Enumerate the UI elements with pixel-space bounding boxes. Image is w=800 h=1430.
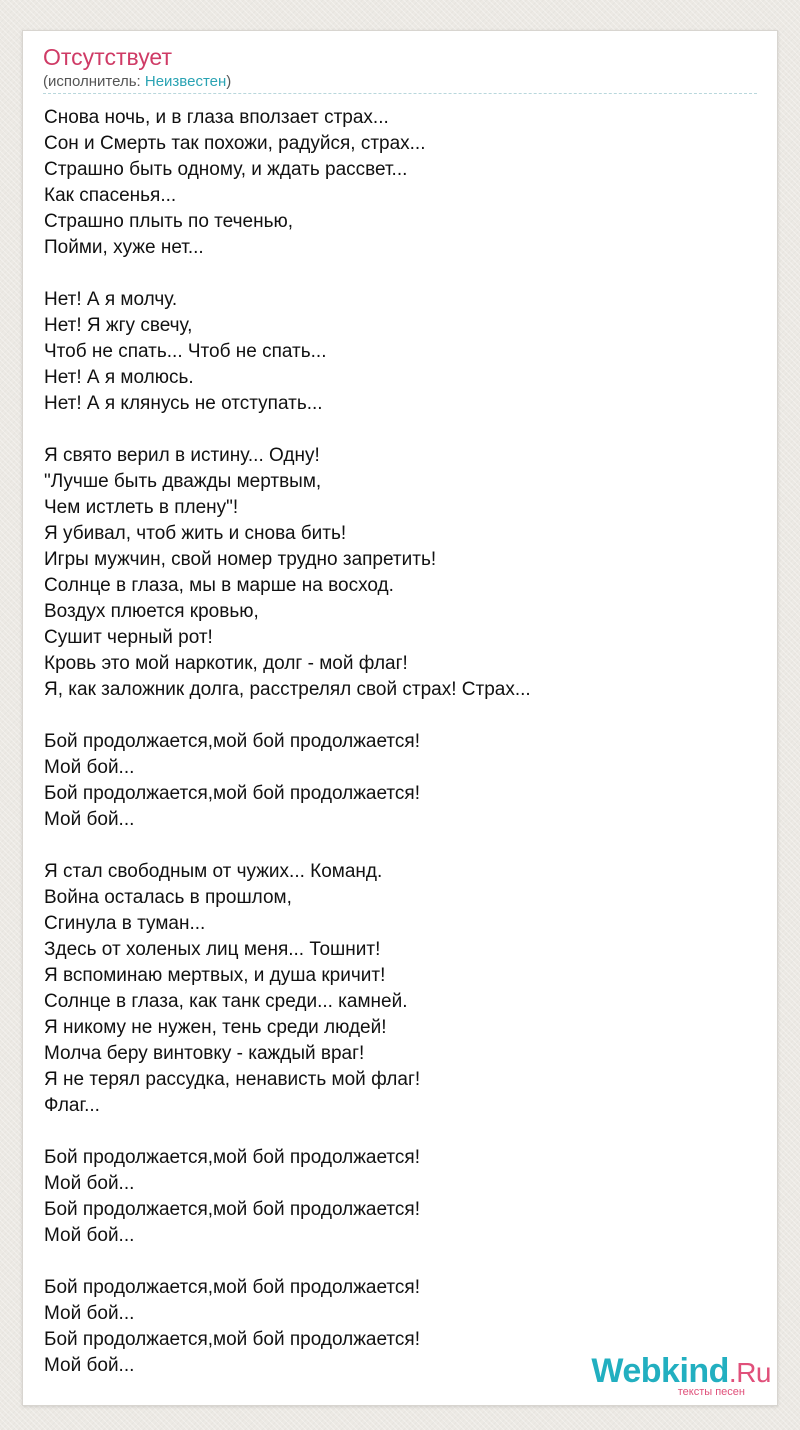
site-watermark — [591, 1353, 771, 1397]
lyrics-stanza — [44, 105, 764, 261]
lyric-line: Я, как заложник долга, расстрелял свой страх! Страх... — [44, 679, 531, 700]
lyric-line: Снова ночь, и в глаза вползает страх... — [44, 107, 389, 128]
lyric-line: Сон и Смерть так похожи, радуйся, страх... — [44, 133, 426, 154]
lyric-line: Солнце в глаза, мы в марше на восход. — [44, 575, 394, 596]
header-divider — [43, 93, 757, 94]
lyric-line: Мой бой... — [44, 1225, 135, 1246]
lyric-line: Мой бой... — [44, 1173, 135, 1194]
lyric-line: Мой бой... — [44, 1355, 135, 1376]
watermark-tagline: тексты песен — [677, 1386, 745, 1398]
lyric-line: Нет! Я жгу свечу, — [44, 315, 193, 336]
lyric-line: Кровь это мой наркотик, долг - мой флаг! — [44, 653, 408, 674]
lyric-line: Солнце в глаза, как танк среди... камней. — [44, 991, 408, 1012]
lyric-line: Бой продолжается,мой бой продолжается! — [44, 1277, 420, 1298]
lyric-line: Сушит черный рот! — [44, 627, 213, 648]
song-title: Отсутствует — [43, 44, 172, 70]
lyrics-card — [22, 30, 778, 1406]
lyric-line: Игры мужчин, свой номер трудно запретить! — [44, 549, 437, 570]
lyric-line: Сгинула в туман... — [44, 913, 206, 934]
lyric-line: Страшно быть одному, и ждать рассвет... — [44, 159, 408, 180]
lyric-line: Мой бой... — [44, 809, 135, 830]
lyric-line: Нет! А я клянусь не отступать... — [44, 393, 323, 414]
lyric-line: Я не терял рассудка, ненависть мой флаг! — [44, 1069, 421, 1090]
lyric-line: Как спасенья... — [44, 185, 177, 206]
lyric-line: Нет! А я молчу. — [44, 289, 178, 310]
lyric-line: Чем истлеть в плену"! — [44, 497, 239, 518]
watermark-brand: Webkind — [591, 1352, 729, 1390]
lyrics-stanza — [44, 729, 764, 833]
lyric-line: Я вспоминаю мертвых, и душа кричит! — [44, 965, 386, 986]
lyric-line: Страшно плыть по теченью, — [44, 211, 293, 232]
lyric-line: Я свято верил в истину... Одну! — [44, 445, 320, 466]
artist-suffix: ) — [226, 73, 232, 90]
lyric-line: Бой продолжается,мой бой продолжается! — [44, 783, 420, 804]
lyric-line: Молча беру винтовку - каждый враг! — [44, 1043, 365, 1064]
artist-link[interactable]: Неизвестен — [144, 73, 227, 90]
lyric-line: Бой продолжается,мой бой продолжается! — [44, 731, 420, 752]
lyric-line: Мой бой... — [44, 757, 135, 778]
lyrics-stanza — [44, 1145, 764, 1249]
lyric-line: Война осталась в прошлом, — [44, 887, 292, 908]
artist-line — [43, 73, 231, 91]
lyric-line: Чтоб не спать... Чтоб не спать... — [44, 341, 327, 362]
lyrics-stanza — [44, 443, 764, 703]
artist-prefix: (исполнитель: — [43, 73, 145, 90]
lyric-line: Я стал свободным от чужих... Команд. — [44, 861, 383, 882]
lyrics-body — [44, 105, 764, 1405]
lyric-line: Бой продолжается,мой бой продолжается! — [44, 1199, 420, 1220]
lyric-line: Бой продолжается,мой бой продолжается! — [44, 1147, 420, 1168]
lyrics-stanza — [44, 859, 764, 1119]
lyric-line: Нет! А я молюсь. — [44, 367, 194, 388]
lyric-line: Мой бой... — [44, 1303, 135, 1324]
lyric-line: Я убивал, чтоб жить и снова бить! — [44, 523, 347, 544]
lyric-line: Воздух плюется кровью, — [44, 601, 259, 622]
lyric-line: "Лучше быть дважды мертвым, — [44, 471, 322, 492]
lyric-line: Пойми, хуже нет... — [44, 237, 204, 258]
lyric-line: Я никому не нужен, тень среди людей! — [44, 1017, 387, 1038]
watermark-tld: .Ru — [728, 1357, 771, 1388]
lyrics-stanza — [44, 287, 764, 417]
lyric-line: Здесь от холеных лиц меня... Тошнит! — [44, 939, 381, 960]
lyric-line: Бой продолжается,мой бой продолжается! — [44, 1329, 420, 1350]
lyric-line: Флаг... — [44, 1095, 100, 1116]
